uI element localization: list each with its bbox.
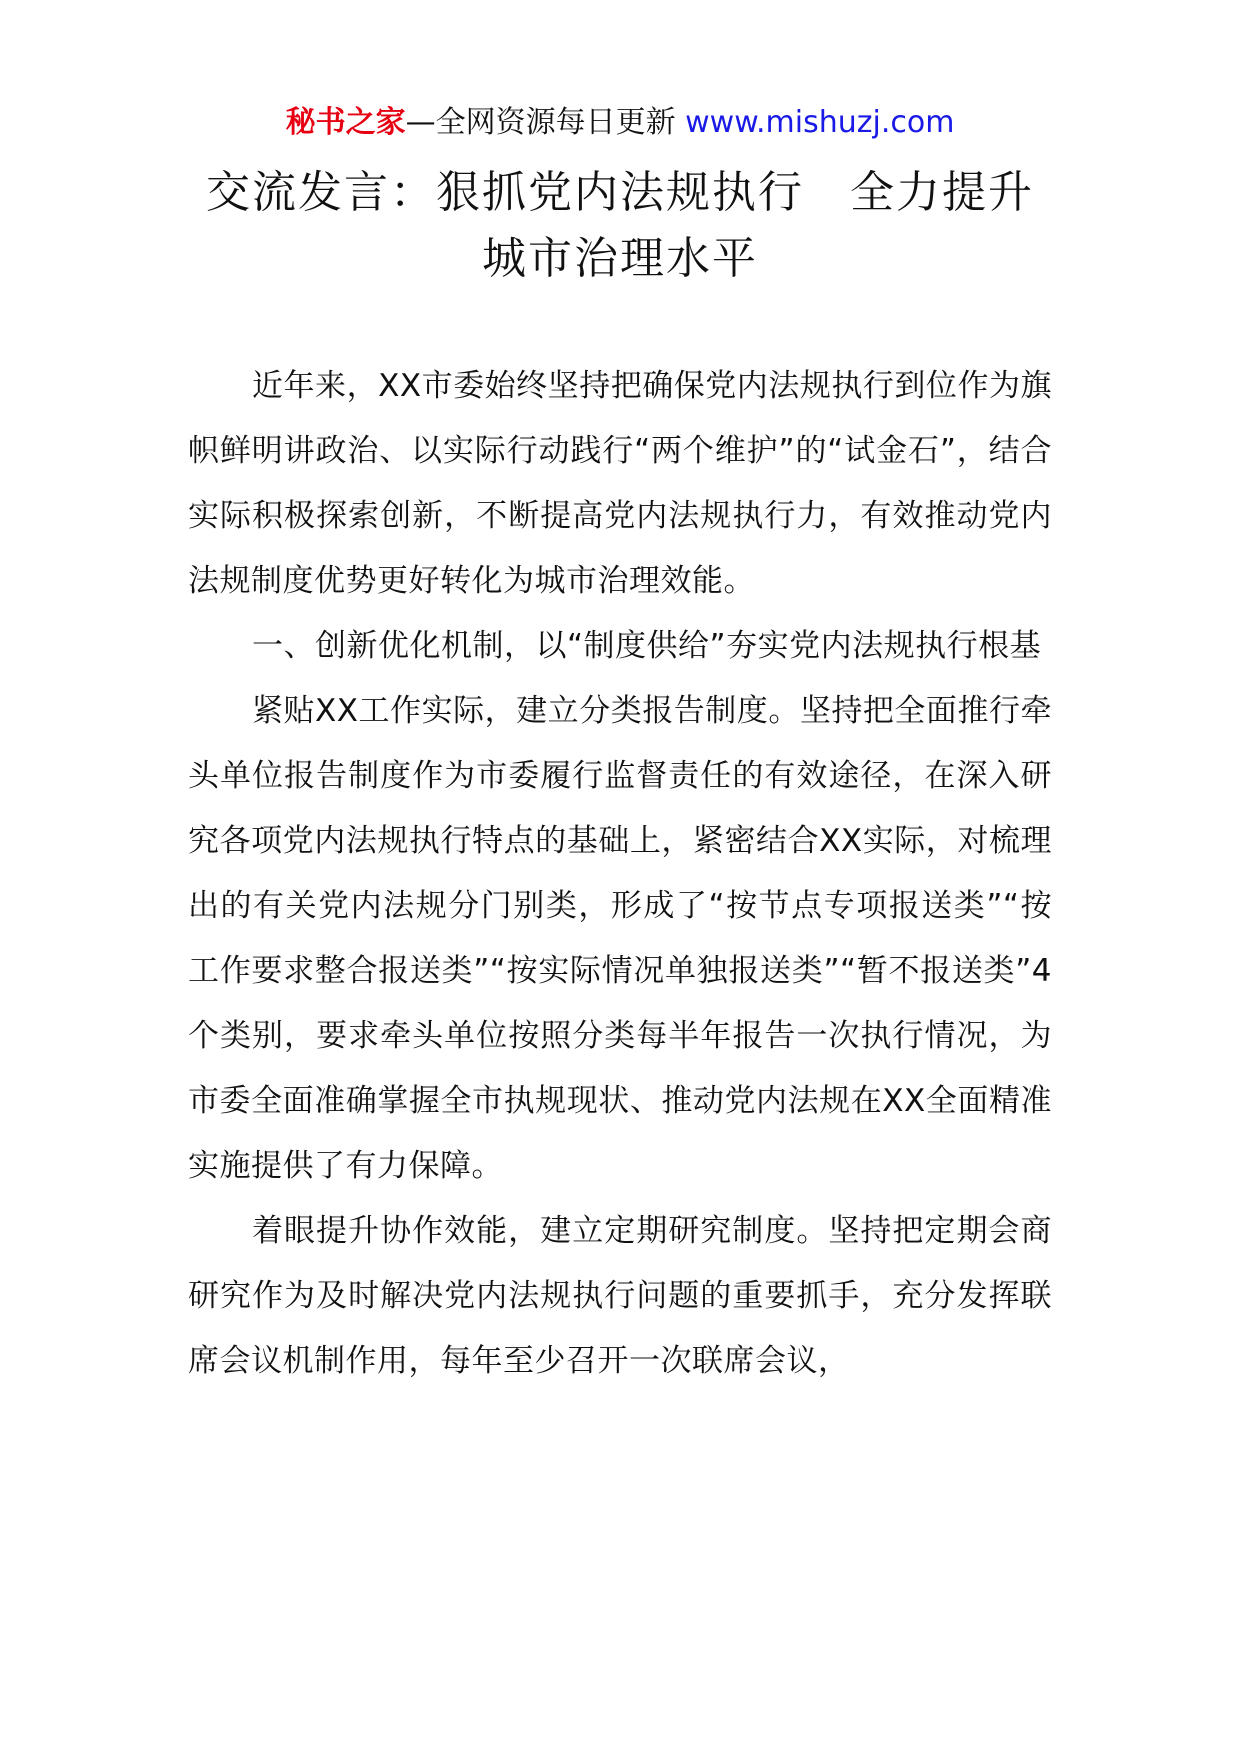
paragraph-classified-reporting: 紧贴XX工作实际，建立分类报告制度。坚持把全面推行牵头单位报告制度作为市委履行监督责任的有效途径，在深入研究各项党内法规执行特点的基础上，紧密结合XX实际，对梳理出的有关党内法规分门别类，形成了“按节点专项报送类”“按工作要求整合报送类”“按实际情况单独报送类”“暂不报送类”4个类别，要求牵头单位按照分类每半年报告一次执行情况，为市委全面准确掌握全市执规现状、推动党内法规在XX全面精准实施提供了有力保障。 [188,693,1052,1184]
document-title-line-2: 城市治理水平 [482,233,758,284]
section-heading-1: 一、创新优化机制，以“制度供给”夯实党内法规执行根基 [252,628,1042,664]
document-title-line-1: 交流发言：狠抓党内法规执行 全力提升 [206,167,1034,218]
paragraph-regular-research: 着眼提升协作效能，建立定期研究制度。坚持把定期会商研究作为及时解决党内法规执行问题的重要抓手，充分发挥联席会议机制作用，每年至少召开一次联席会议， [188,1213,1052,1379]
document-body [188,354,1052,1394]
site-slogan: —全网资源每日更新 [405,105,676,140]
site-url-link[interactable]: www.mishuzj.com [685,105,955,140]
document-title [160,160,1080,292]
paragraph-intro: 近年来，XX市委始终坚持把确保党内法规执行到位作为旗帜鲜明讲政治、以实际行动践行“两个维护”的“试金石”，结合实际积极探索创新，不断提高党内法规执行力，有效推动党内法规制度优势更好转化为城市治理效能。 [188,368,1052,599]
site-brand: 秘书之家 [285,105,406,140]
site-header [0,100,1240,146]
